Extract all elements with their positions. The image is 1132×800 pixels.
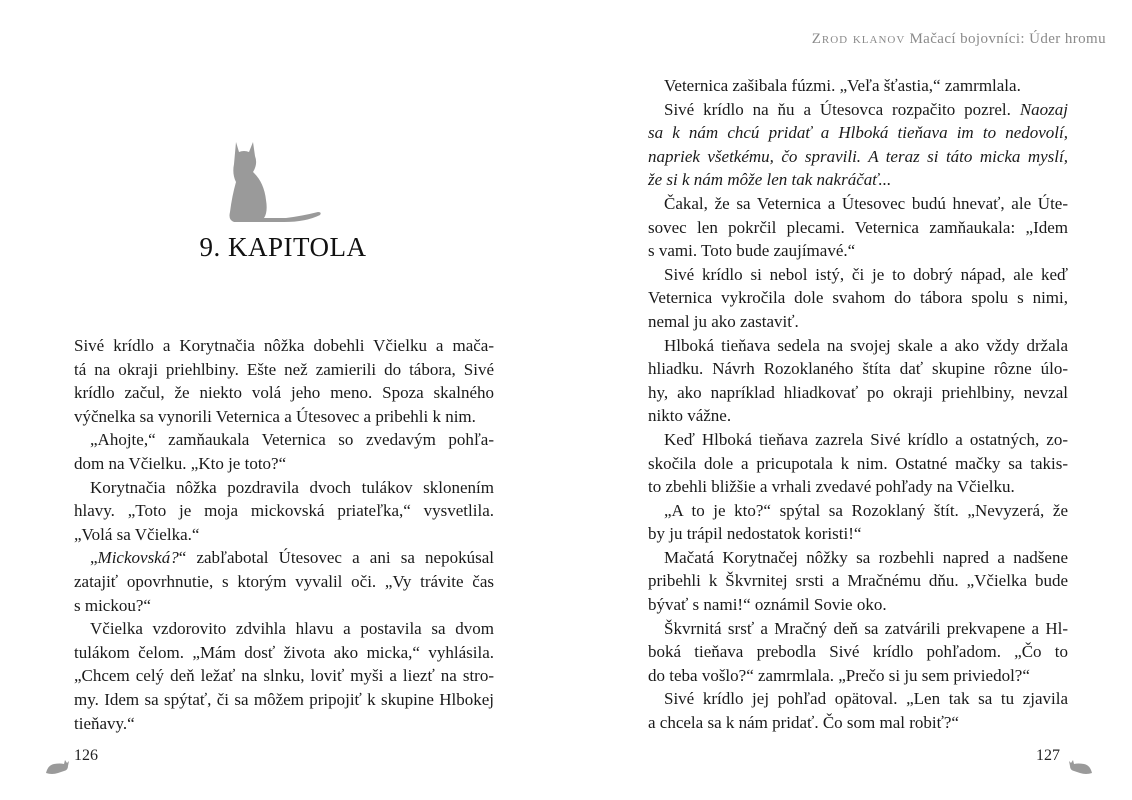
text-line: hy, ako napríklad hliadkovať po okraji priehlbiny, nevzal (648, 382, 1068, 402)
text-line: Veternica zašibala fúzmi. „Veľa šťastia,“ zamrmlala. (664, 76, 1021, 95)
text-line: Keď Hlboká tieňava zazrela Sivé krídlo a ostatných, zo- (664, 429, 1068, 449)
text-line: tieňavy.“ (74, 713, 135, 733)
text-line: do teba vošlo?“ zamrmlala. „Prečo si ju sem priviedol?“ (648, 665, 1030, 685)
right-body-text (648, 74, 1068, 735)
text-line: „Ahojte,“ zamňaukala Veternica so zvedavým pohľa- (90, 430, 494, 450)
text-line: Sivé krídlo na ňu a Útesovca rozpačito pozrel. Naozaj (664, 99, 1068, 119)
text-line: sa k nám chcú pridať a Hlboká tieňava im to nedovolí, (648, 123, 1068, 143)
text-line: Sivé krídlo a Korytnačia nôžka dobehli Včielku a mača- (74, 336, 494, 355)
text-line: bývať s nami!“ oznámil Sovie oko. (648, 595, 887, 615)
text-line: napriek všetkému, čo spravili. A teraz si táto micka myslí, (648, 146, 1068, 166)
text-line: Sivé krídlo si nebol istý, či je to dobrý nápad, ale keď (664, 264, 1068, 284)
right-page (566, 0, 1132, 800)
text-line: „Chcem celý deň ležať na slnku, loviť myši a liezť na stro- (74, 666, 494, 686)
text-line: že si k nám môže len tak nakráčať... (648, 170, 892, 190)
text-line: a chcela sa k nám pridať. Čo som mal robiť?“ (648, 713, 959, 733)
text-line: Čakal, že sa Veternica a Útesovec budú hnevať, ale Úte- (664, 193, 1068, 213)
running-header (706, 31, 1106, 48)
text-line: to zbehli bližšie a vrhali zvedavé pohľady na Včielku. (648, 477, 1015, 497)
text-line: boká tieňava prebodla Sivé krídlo pohľadom. „Čo to (648, 642, 1068, 662)
text-line: zatajiť opovrhnutie, s ktorým vyvalil oči. „Vy trávite čas (74, 571, 494, 591)
text-line: Sivé krídlo jej pohľad opätoval. „Len tak sa tu zjavila (664, 689, 1068, 709)
small-cat-icon (44, 757, 70, 775)
text-line: skočila dole a pricupotala k nim. Ostatné mačky sa takis- (648, 453, 1068, 473)
text-line: sovec len pokrčil plecami. Veternica zamňaukala: „Idem (648, 217, 1068, 237)
text-line: by ju trápil nedostatok koristi!“ (648, 524, 862, 544)
book-title: Mačací bojovníci: Úder hromu (909, 31, 1106, 47)
text-line: Včielka vzdorovito zdvihla hlavu a postavila sa dvom (90, 619, 494, 639)
text-line: „A to je kto?“ spýtal sa Rozoklaný štít. „Nevyzerá, že (664, 500, 1068, 520)
text-line: Korytnačia nôžka pozdravila dvoch tulákov sklonením (90, 477, 494, 497)
text-line: Škvrnitá srsť a Mračný deň sa zatvárili prekvapene a Hl- (664, 618, 1068, 638)
page-number: 127 (1036, 747, 1060, 764)
text-line: hlavy. „Toto je moja mickovská priateľka,“ vysvetlila. (74, 501, 494, 521)
text-line: „Mickovská?“ zabľabotal Útesovec a ani sa nepokúsal (90, 548, 494, 568)
text-line: tá na okraji priehlbiny. Ešte než zamierili do tábora, Sivé (74, 359, 494, 379)
text-line: dom na Včielku. „Kto je toto?“ (74, 453, 287, 473)
small-cat-icon (1068, 757, 1094, 775)
text-line: krídlo začul, že niekto volá jeho meno. Spoza skalného (74, 383, 494, 403)
chapter-title: 9. KAPITOLA (199, 232, 367, 262)
text-line: my. Idem sa spýtať, či sa môžem pripojiť k skupine Hlbokej (74, 689, 494, 709)
text-line: Mačatá Korytnačej nôžky sa rozbehli napred a nadšene (664, 547, 1068, 567)
text-line: tulákom čelom. „Mám dosť života ako micka,“ vyhlásila. (74, 642, 494, 662)
text-line: „Volá sa Včielka.“ (74, 524, 200, 544)
text-line: pribehli k Škvrnitej srsti a Mračnému dňu. „Včielka bude (648, 571, 1068, 591)
left-body-text (74, 334, 494, 735)
text-line: hliadku. Návrh Rozoklaného štíta dať skupine rôzne úlo- (648, 359, 1068, 379)
text-line: nikto vážne. (648, 406, 732, 426)
page-number: 126 (74, 747, 98, 764)
sitting-cat-icon (206, 138, 326, 224)
text-line: s vami. Toto bude zaujímavé.“ (648, 241, 856, 261)
text-line: Veternica vykročila dole svahom do tábora spolu s nimi, (648, 288, 1068, 308)
text-line: Hlboká tieňava sedela na svojej skale a ako vždy držala (664, 335, 1068, 355)
text-line: s mickou?“ (74, 595, 151, 615)
text-line: výčnelka sa vynorili Veternica a Útesovec a pribehli k nim. (74, 406, 476, 426)
text-line: nemal ju ako zastaviť. (648, 311, 799, 331)
series-name: Zrod klanov (811, 31, 906, 47)
